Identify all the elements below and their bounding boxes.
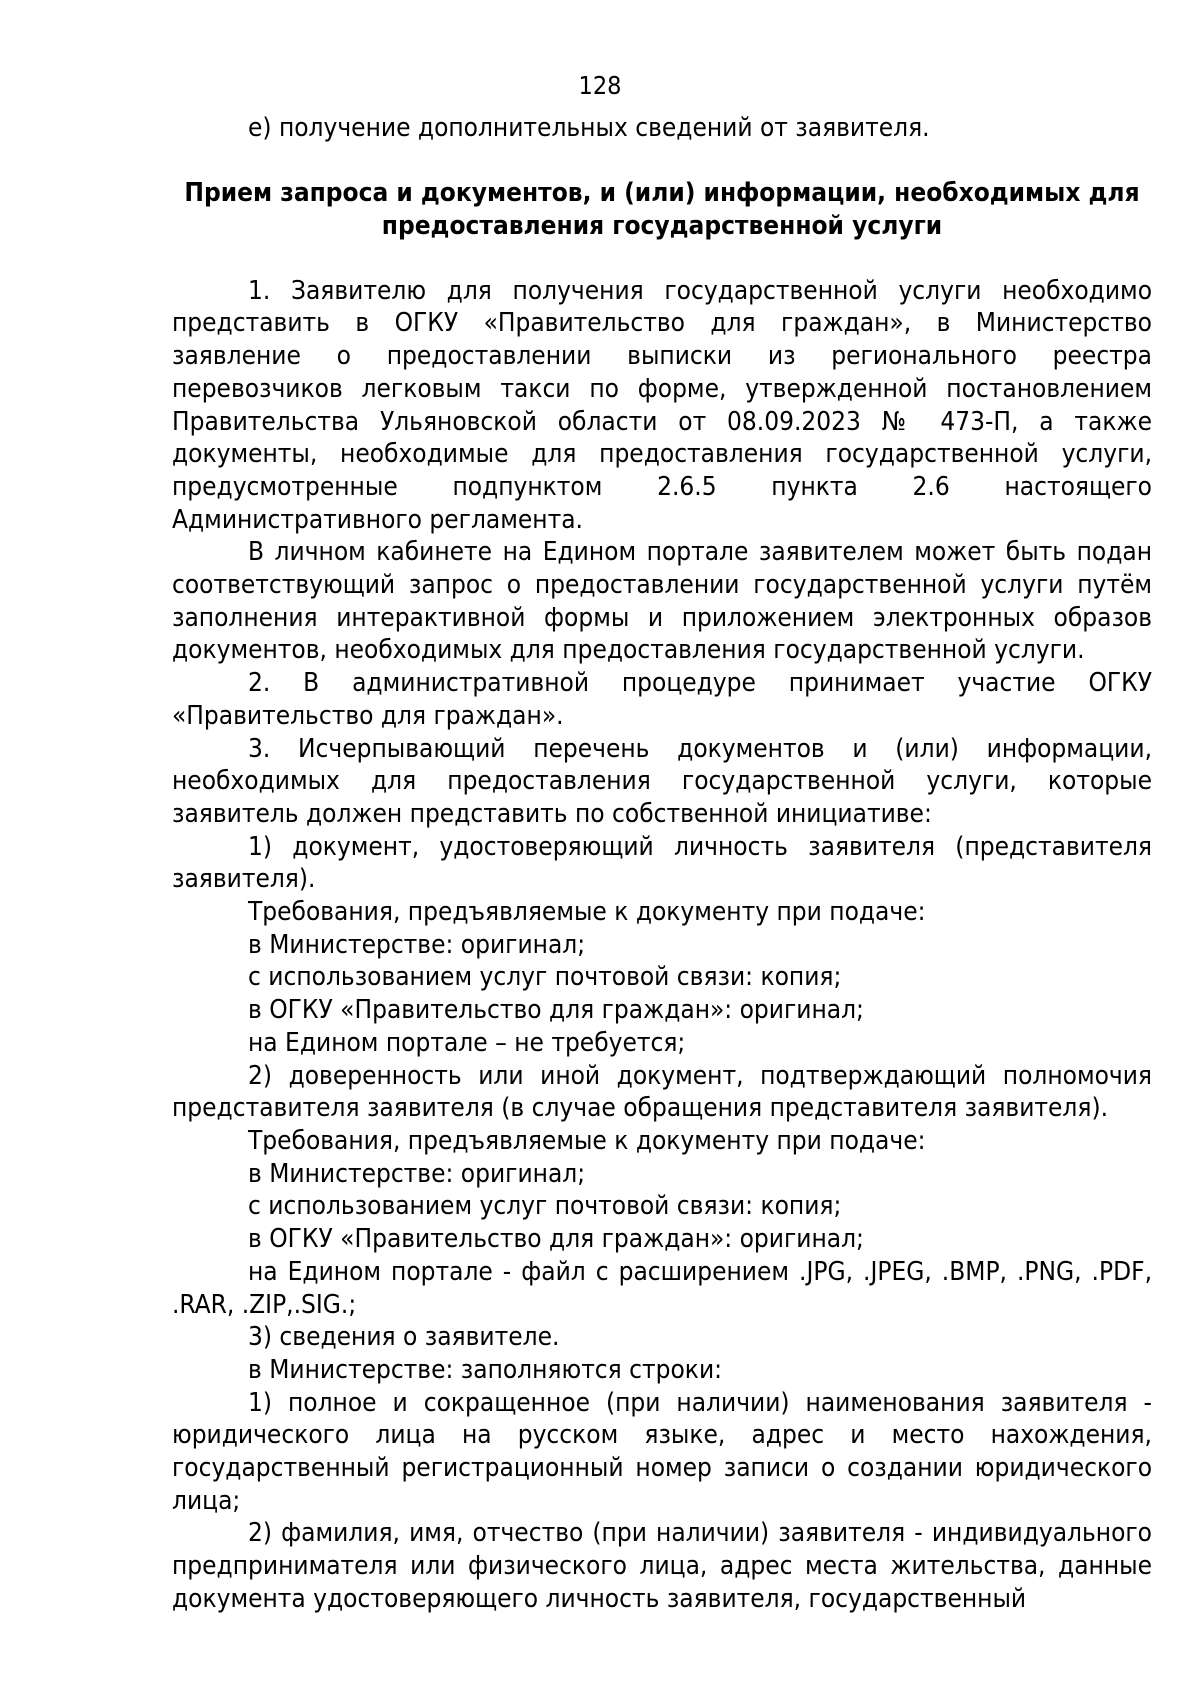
paragraph-ministry-1: в Министерстве: оригинал; — [248, 929, 586, 960]
section-heading-line-1: Прием запроса и документов, и (или) информации, необходимых для — [184, 177, 1140, 208]
paragraph-ministry-rows: в Министерстве: заполняются строки: — [248, 1354, 723, 1385]
section-heading-line-2: предоставления государственной услуги — [381, 210, 943, 241]
paragraph-requirements-2: Требования, предъявляемые к документу при подаче: — [248, 1125, 926, 1156]
paragraph-subitem-2: 2) доверенность или иной документ, подтверждающий полномочия представителя заявителя (в случае обращения представителя заявителя). — [172, 1060, 1152, 1124]
section-heading — [172, 177, 1152, 243]
paragraph-portal-1: на Едином портале – не требуется; — [248, 1027, 686, 1058]
paragraph-requirements-1: Требования, предъявляемые к документу при подаче: — [248, 897, 926, 928]
paragraph-post-1: с использованием услуг почтовой связи: копия; — [248, 962, 842, 993]
paragraph-item-1: 1. Заявителю для получения государственной услуги необходимо представить в ОГКУ «Правительство для граждан», в Министерство заявление о предоставлении выписки из регионального реестра перевозчиков легковым такси по форме, утвержденной постановлением Правительства Ульяновской области от 08.09.2023 № 473-П, а также документы, необходимые для предоставления государственной услуги, предусмотренные подпунктом 2.6.5 пункта 2.6 настоящего Административного регламента. — [172, 275, 1152, 535]
paragraph-portal-2: на Едином портале - файл с расширением .JPG, .JPEG, .BMP, .PNG, .PDF, .RAR, .ZIP,.SIG.; — [172, 1256, 1152, 1320]
paragraph-row-1: 1) полное и сокращенное (при наличии) наименования заявителя - юридического лица на русском языке, адрес и место нахождения, государственный регистрационный номер записи о создании юридического лица; — [172, 1387, 1152, 1516]
paragraph-ogku-2: в ОГКУ «Правительство для граждан»: оригинал; — [248, 1224, 864, 1255]
paragraph-subitem-3: 3) сведения о заявителе. — [248, 1322, 560, 1353]
paragraph-post-2: с использованием услуг почтовой связи: копия; — [248, 1191, 842, 1222]
intro-line: е) получение дополнительных сведений от заявителя. — [248, 113, 930, 143]
paragraph-item-2: 2. В административной процедуре принимает участие ОГКУ «Правительство для граждан». — [172, 668, 1152, 731]
page-number: 128 — [578, 71, 622, 100]
paragraph-subitem-1: 1) документ, удостоверяющий личность заявителя (представителя заявителя). — [172, 831, 1152, 895]
paragraph-ministry-2: в Министерстве: оригинал; — [248, 1158, 586, 1189]
paragraph-row-2: 2) фамилия, имя, отчество (при наличии) заявителя - индивидуального предпринимателя или физического лица, адрес места жительства, данные документа удостоверяющего личность заявителя, государственный — [172, 1518, 1152, 1614]
document-body — [172, 112, 1152, 1616]
paragraph-item-3: 3. Исчерпывающий перечень документов и (или) информации, необходимых для предоставления государственной услуги, которые заявитель должен представить по собственной инициативе: — [172, 733, 1152, 829]
paragraph-personal-account: В личном кабинете на Едином портале заявителем может быть подан соответствующий запрос о предоставлении государственной услуги путём заполнения интерактивной формы и приложением электронных образов документов, необходимых для предоставления государственной услуги. — [172, 537, 1152, 666]
paragraph-ogku-1: в ОГКУ «Правительство для граждан»: оригинал; — [248, 995, 864, 1026]
